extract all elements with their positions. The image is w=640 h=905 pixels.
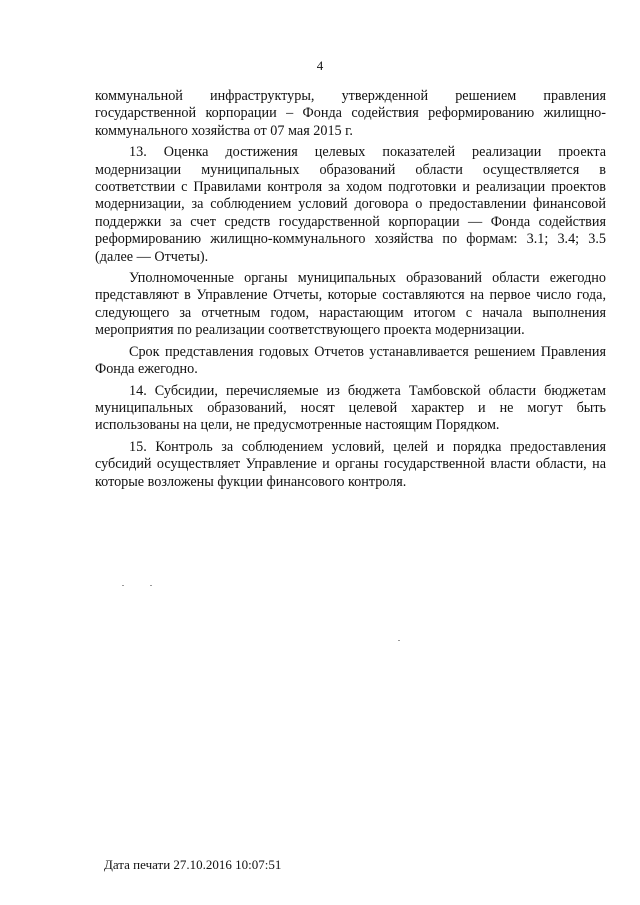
paragraph-reports: Уполномоченные органы муниципальных образований области ежегодно представляют в Управление Отчеты, которые составляются на первое число года, следующего за отчетным годом, нарастающим итогом с начала выполнения мероприятия по реализации соответствующего проекта модернизации.	[95, 270, 606, 339]
paragraph-15: 15. Контроль за соблюдением условий, целей и порядка предоставления субсидий осуществляет Управление и органы государственной власти области, на которые возложены фукции финансового контроля.	[95, 438, 606, 490]
paragraph-continuation: коммунальной инфраструктуры, утвержденной решением правления государственной корпорации – Фонда содействия реформированию жилищно-коммунального хозяйства от 07 мая 2015 г.	[95, 88, 606, 139]
scan-speck	[122, 585, 124, 586]
document-body	[95, 88, 606, 495]
scan-speck	[150, 585, 152, 586]
paragraph-14: 14. Субсидии, перечисляемые из бюджета Тамбовской области бюджетам муниципальных образований, носят целевой характер и не могут быть использованы на цели, не предусмотренные настоящим Порядком.	[95, 382, 606, 434]
paragraph-13: 13. Оценка достижения целевых показателей реализации проекта модернизации муниципальных образований области осуществляется в соответствии с Правилами контроля за ходом подготовки и реализации проектов модернизации, за соблюдением условий договора о предоставлении финансовой поддержки за счет средств государственной корпорации — Фонда содействия реформированию жилищно-коммунального хозяйства по формам: 3.1; 3.4; 3.5 (далее — Отчеты).	[95, 144, 606, 265]
page-number: 4	[316, 58, 324, 73]
scan-speck	[398, 640, 400, 641]
paragraph-deadline: Срок представления годовых Отчетов устанавливается решением Правления Фонда ежегодно.	[95, 343, 606, 378]
print-date: Дата печати 27.10.2016 10:07:51	[104, 857, 282, 872]
